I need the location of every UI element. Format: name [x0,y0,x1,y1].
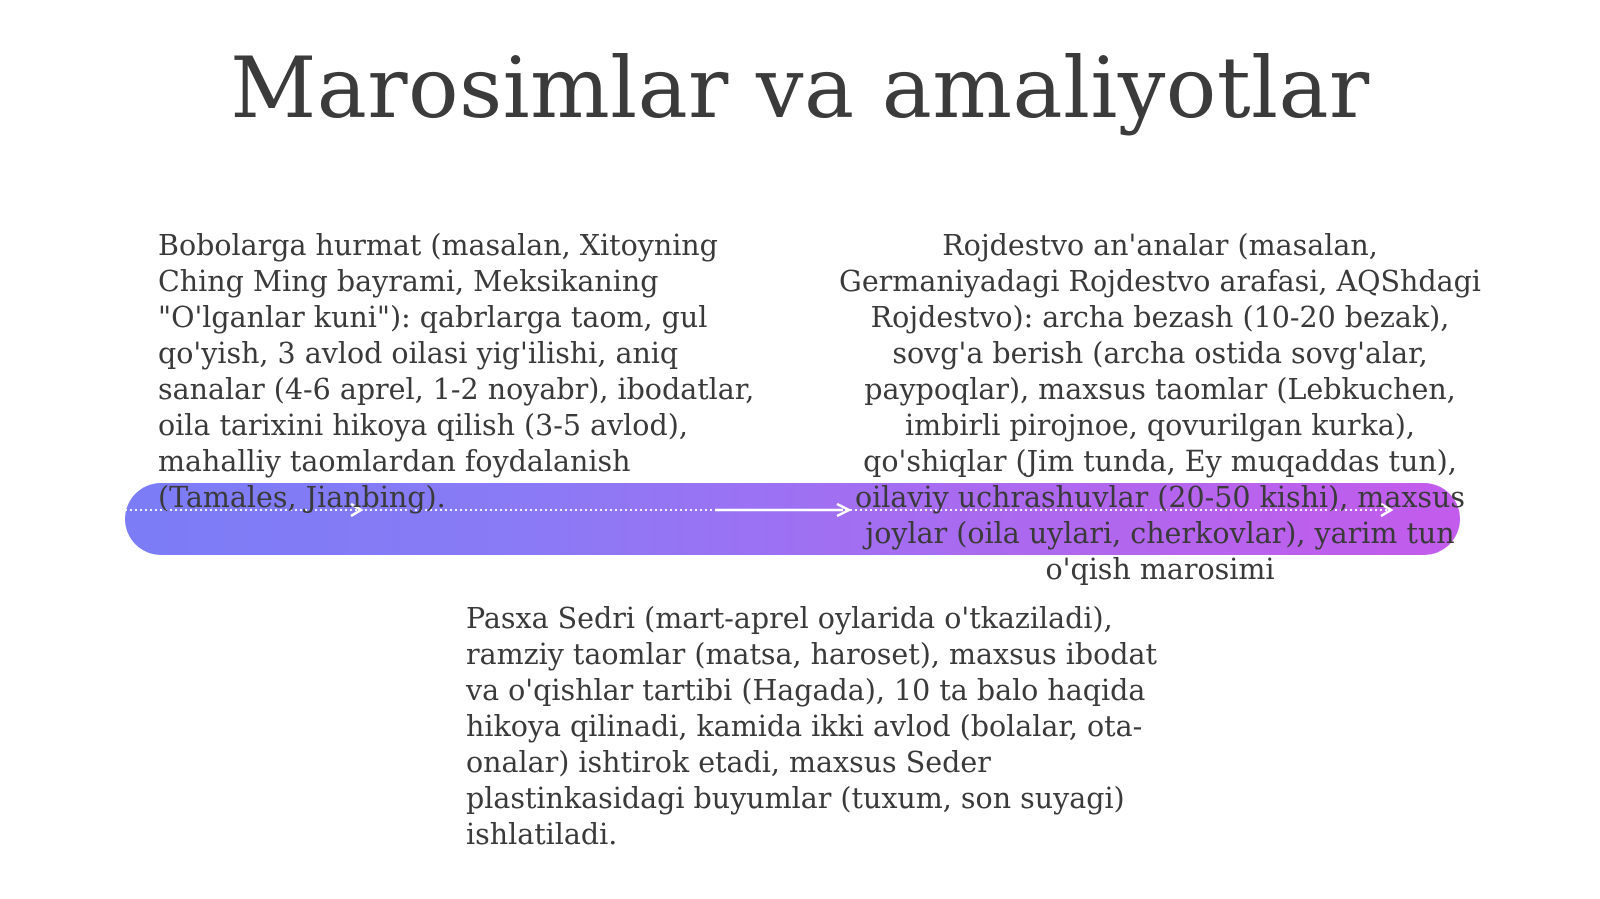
slide-title: Marosimlar va amaliyotlar [230,39,1370,137]
text-block-ancestors: Bobolarga hurmat (masalan, Xitoyning Ching Ming bayrami, Meksikaning "O'lganlar kuni"): qabrlarga taom, gul qo'yish, 3 avlod oilasi yig'ilishi, aniq sanalar (4-6 aprel, 1-2 noyabr), ibodatlar, oila tarixini hikoya qilish (3-5 avlod), mahalliy taomlardan foydalanish (Tamales, Jianbing). [158,229,755,514]
text-block-passover: Pasxa Sedri (mart-aprel oylarida o'tkaziladi), ramziy taomlar (matsa, haroset), maxsus ibodat va o'qishlar tartibi (Hagada), 10 ta balo haqida hikoya qilinadi, kamida ikki avlod (bolalar, ota- onalar) ishtirok etadi, maxsus Seder plastinkasidagi buyumlar (tuxum, son suyagi) ishlatiladi. [466,602,1157,851]
text-block-christmas: Rojdestvo an'analar (masalan, Germaniyadagi Rojdestvo arafasi, AQShdagi Rojdestvo): archa bezash (10-20 bezak), sovg'a berish (archa ostida sovg'alar, paypoqlar), maxsus taomlar (Lebkuchen, imbirli pirojnoe, qovurilgan kurka), qo'shiqlar (Jim tunda, Ey muqaddas tun), oilaviy uchrashuvlar (20-50 kishi), maxsus joylar (oila uylari, cherkovlar), yarim tun o'qish marosimi [839,229,1481,586]
